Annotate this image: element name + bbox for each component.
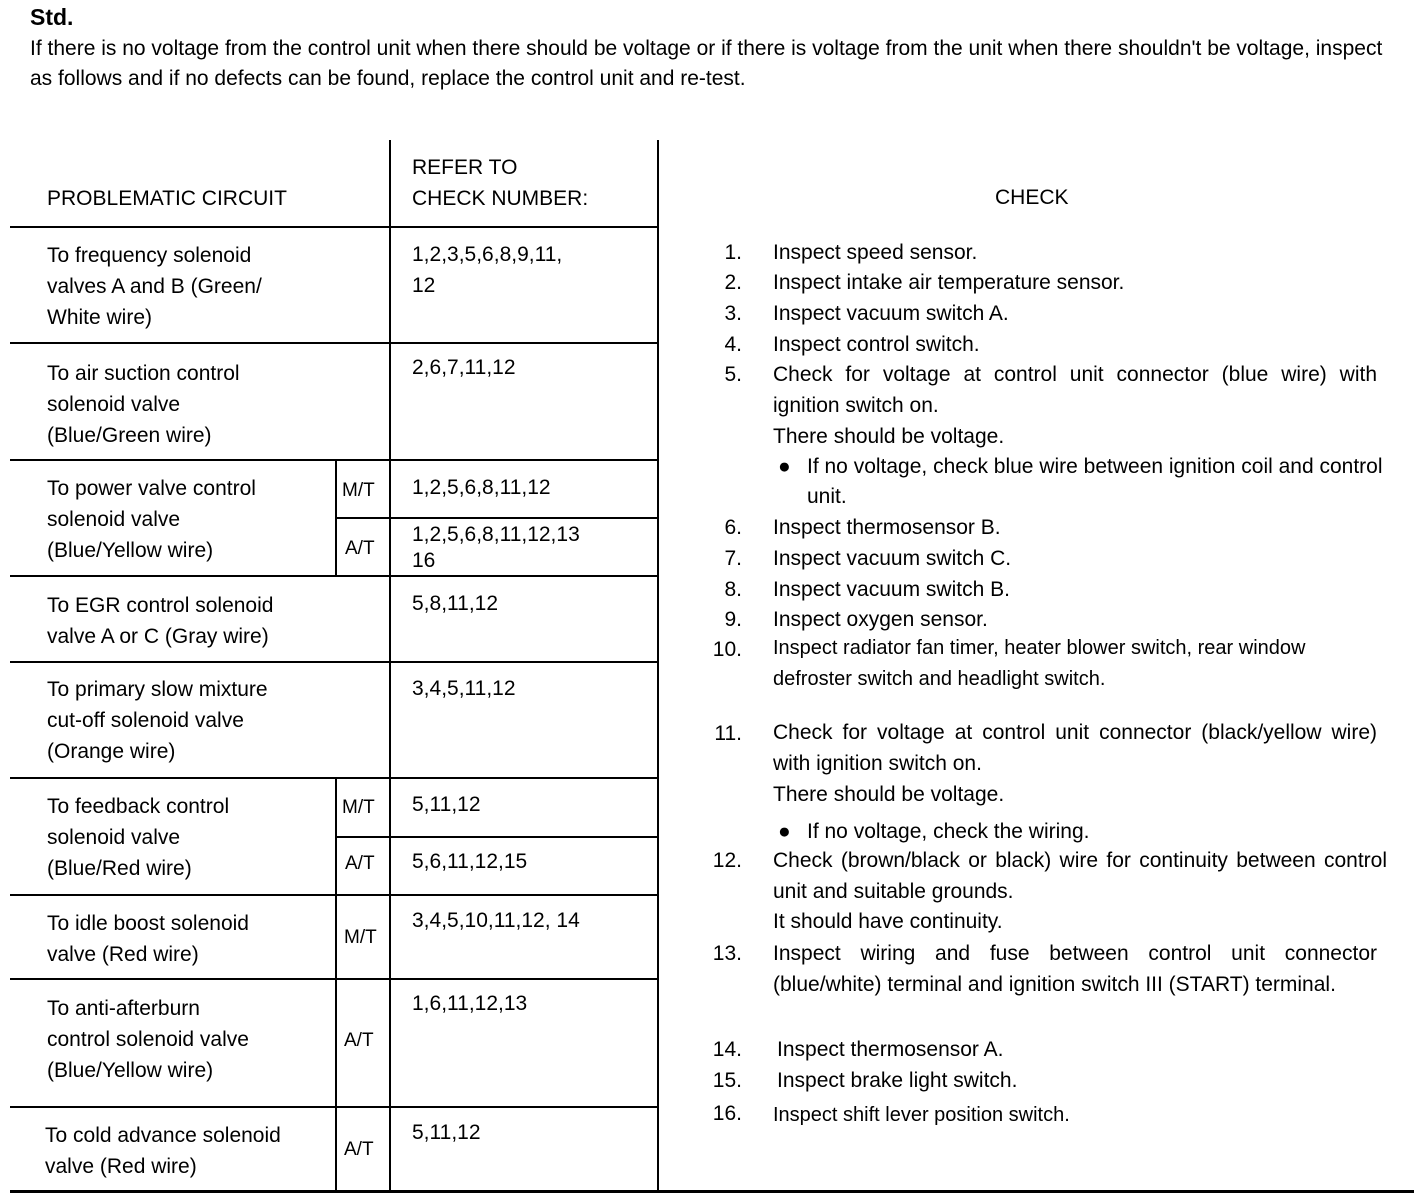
check-text: Inspect thermosensor B. (773, 516, 1001, 539)
check-text: Inspect speed sensor. (773, 241, 978, 264)
check-number: 7. (724, 547, 742, 570)
trans-label: A/T (345, 853, 375, 874)
check-note: There should be voltage. (773, 425, 1005, 448)
sub-divider (336, 517, 659, 519)
row-refer: 5,11,12 (412, 793, 481, 816)
trans-label: M/T (344, 927, 377, 948)
table-header-rule (10, 226, 659, 228)
check-bullet-text: If no voltage, check the wiring. (807, 820, 1090, 843)
check-number: 10. (712, 638, 742, 661)
check-text: Inspect vacuum switch A. (773, 302, 1009, 325)
check-number: 16. (712, 1102, 742, 1125)
row-refer: 1,6,11,12,13 (412, 992, 528, 1015)
trans-label: M/T (342, 797, 375, 818)
check-text: Inspect oxygen sensor. (773, 608, 988, 631)
check-number: 6. (724, 516, 742, 539)
header-refer: REFER TO CHECK NUMBER: (412, 156, 589, 210)
check-note: There should be voltage. (773, 783, 1005, 806)
page-heading: Std. (30, 4, 74, 30)
check-text: Inspect brake light switch. (777, 1069, 1018, 1092)
row-refer: 5,6,11,12,15 (412, 850, 528, 873)
check-number: 11. (714, 722, 742, 745)
check-bullet-text: If no voltage, check blue wire between ignition coil and control unit. (807, 455, 1383, 508)
intro-paragraph: If there is no voltage from the control unit when there should be voltage or if there is voltage from the unit when there shouldn't be voltage, inspect as follows and if no defects can be found, replace the control unit and re-test. (30, 37, 1383, 90)
check-number: 13. (712, 942, 742, 965)
bullet-icon: ● (778, 820, 791, 843)
check-text: Inspect vacuum switch B. (773, 578, 1010, 601)
row-refer: 3,4,5,10,11,12, 14 (412, 909, 580, 932)
table-vline-check (657, 140, 659, 1192)
check-text: Inspect wiring and fuse between control unit connector (blue/white) terminal and ignition switch III (START) terminal. (773, 942, 1377, 996)
row-refer: 1,2,5,6,8,11,12 (412, 476, 551, 499)
trans-vline (335, 459, 337, 576)
row-circuit: To EGR control solenoid valve A or C (Gray wire) (47, 594, 274, 648)
check-number: 2. (724, 271, 742, 294)
check-number: 1. (724, 241, 742, 264)
check-number: 14. (712, 1038, 742, 1061)
trans-label: A/T (344, 1139, 374, 1160)
row-refer: 5,8,11,12 (412, 592, 499, 615)
row-circuit: To power valve control solenoid valve (Blue/Yellow wire) (47, 477, 256, 562)
trans-vline (335, 777, 337, 1192)
table-bottom-rule (10, 1190, 1414, 1193)
row-circuit: To feedback control solenoid valve (Blue/Red wire) (47, 795, 230, 880)
row-refer: 3,4,5,11,12 (412, 677, 516, 700)
row-circuit: To frequency solenoid valves A and B (Green/ White wire) (47, 244, 262, 329)
trans-label: M/T (342, 480, 375, 501)
check-number: 5. (724, 363, 742, 386)
check-text: Check for voltage at control unit connector (black/yellow wire) with ignition switch on. (773, 721, 1377, 775)
row-circuit: To primary slow mixture cut-off solenoid valve (Orange wire) (47, 678, 268, 763)
row-divider (10, 342, 659, 344)
trans-label: A/T (344, 1030, 374, 1051)
trans-label: A/T (345, 538, 375, 559)
bullet-icon: ● (778, 455, 791, 478)
check-number: 12. (712, 849, 742, 872)
row-refer: 1,2,3,5,6,8,9,11, 12 (412, 243, 563, 297)
check-number: 15. (712, 1069, 742, 1092)
row-circuit: To cold advance solenoid valve (Red wire) (45, 1124, 281, 1178)
header-circuit: PROBLEMATIC CIRCUIT (47, 187, 287, 210)
check-number: 4. (724, 333, 742, 356)
check-text: Inspect thermosensor A. (777, 1038, 1004, 1061)
row-divider (10, 661, 659, 663)
check-text: Inspect vacuum switch C. (773, 547, 1012, 570)
header-check: CHECK (995, 186, 1069, 209)
check-text: Check for voltage at control unit connector (blue wire) with ignition switch on. (773, 363, 1377, 417)
row-refer: 5,11,12 (412, 1121, 481, 1144)
check-text: Inspect control switch. (773, 333, 980, 356)
row-refer: 1,2,5,6,8,11,12,13 16 (412, 523, 580, 572)
row-refer: 2,6,7,11,12 (412, 356, 516, 379)
check-number: 8. (724, 578, 742, 601)
check-text: Check (brown/black or black) wire for continuity between control unit and suitable grounds. (773, 849, 1387, 903)
row-circuit: To anti-afterburn control solenoid valve (Blue/Yellow wire) (47, 997, 249, 1082)
check-number: 9. (724, 608, 742, 631)
check-text: Inspect shift lever position switch. (773, 1104, 1070, 1126)
check-number: 3. (724, 302, 742, 325)
row-circuit: To air suction control solenoid valve (Blue/Green wire) (47, 362, 240, 447)
sub-divider (336, 836, 659, 838)
row-circuit: To idle boost solenoid valve (Red wire) (47, 912, 249, 966)
check-note: It should have continuity. (773, 910, 1003, 933)
check-text: Inspect radiator fan timer, heater blower switch, rear window defroster switch and headlight switch. (773, 637, 1306, 690)
check-text: Inspect intake air temperature sensor. (773, 271, 1125, 294)
table-vline-circuit (389, 140, 391, 1192)
